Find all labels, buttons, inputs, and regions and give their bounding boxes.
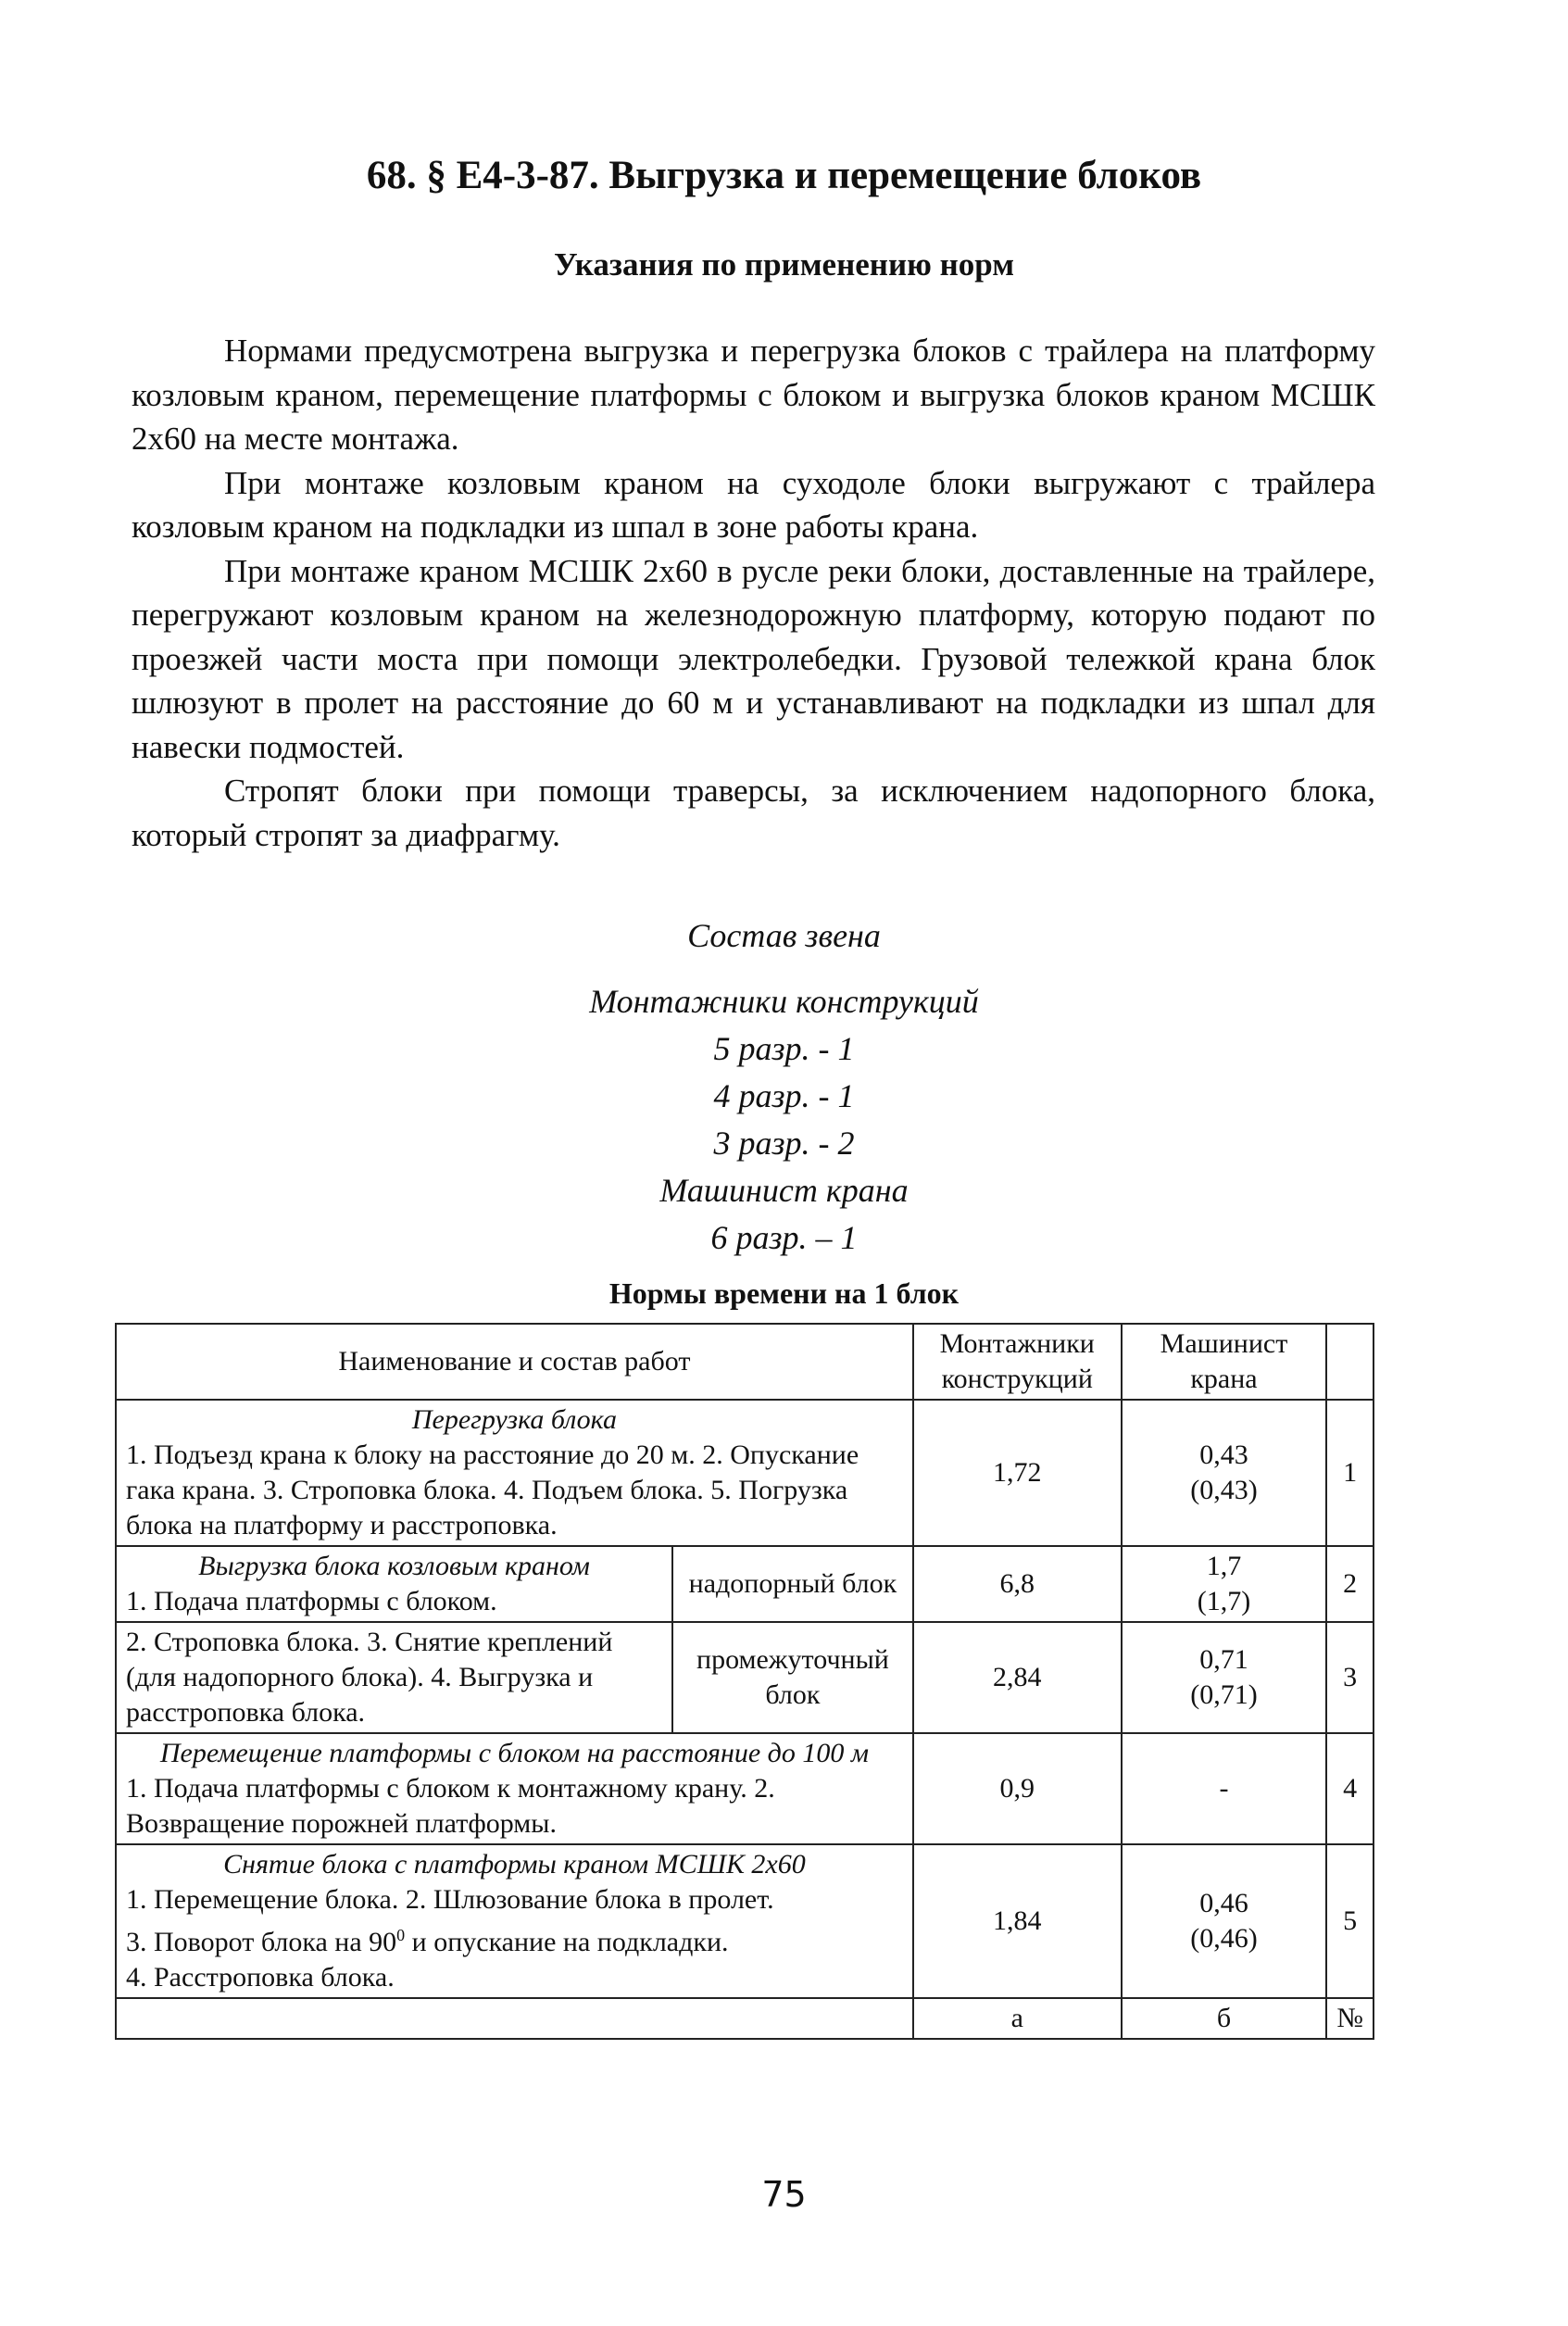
row-number: 1	[1326, 1400, 1374, 1546]
table-row	[116, 1733, 1374, 1844]
row-heading: Перемещение платформы с блоком на расстояние до 100 м	[159, 1738, 869, 1768]
section-subtitle: Указания по применению норм	[553, 246, 1015, 283]
row-text	[126, 1917, 903, 1960]
row-work-description: 2. Строповка блока. 3. Снятие креплений (для надопорного блока). 4. Выгрузка и расстроповка блока.	[116, 1622, 672, 1733]
row-number: 3	[1326, 1622, 1374, 1733]
fitters-value: 1,84	[913, 1844, 1122, 1998]
operator-value	[1122, 1400, 1327, 1546]
fitters-value: 1,72	[913, 1400, 1122, 1546]
page-number: 75	[761, 2174, 807, 2215]
crew-composition	[0, 912, 1568, 1262]
row-work-description	[116, 1733, 913, 1844]
table-row	[116, 1546, 1374, 1622]
row-variant: надопорный блок	[672, 1546, 913, 1622]
row-text-part: 3. Поворот блока на 90	[126, 1927, 397, 1957]
row-heading: Перегрузка блока	[411, 1404, 617, 1435]
operator-main: 1,7	[1206, 1551, 1242, 1581]
operator-alt: (1,7)	[1197, 1586, 1251, 1616]
operator-value	[1122, 1546, 1327, 1622]
crew-rank: 3 разр. - 2	[713, 1125, 855, 1162]
paragraph: Нормами предусмотрена выгрузка и перегрузка блоков с трайлера на платформу козловым краном, перемещение платформы с блоком и выгрузка блоков краном МСШК 2х60 на месте монтажа.	[132, 333, 1375, 457]
crew-group-fitters: Монтажники конструкций	[589, 983, 979, 1020]
operator-main: 0,46	[1199, 1888, 1248, 1918]
fitters-value: 0,9	[913, 1733, 1122, 1844]
table-caption: Нормы времени на 1 блок	[608, 1276, 960, 1310]
row-variant: промежуточный блок	[672, 1622, 913, 1733]
operator-alt: (0,46)	[1190, 1923, 1258, 1954]
norms-table	[115, 1323, 1374, 2040]
crew-rank: 6 разр. – 1	[710, 1219, 858, 1256]
footer-empty	[116, 1998, 913, 2039]
header-fitters: Монтажники конструкций	[913, 1324, 1122, 1400]
row-number: 4	[1326, 1733, 1374, 1844]
fitters-value: 2,84	[913, 1622, 1122, 1733]
paragraph: Стропят блоки при помощи траверсы, за исключением надопорного блока, который стропят за диафрагму.	[132, 773, 1375, 853]
operator-alt: (0,43)	[1190, 1475, 1258, 1505]
crew-rank: 5 разр. - 1	[713, 1030, 855, 1067]
operator-main: 0,71	[1199, 1644, 1248, 1675]
row-text: 4. Расстроповка блока.	[126, 1962, 395, 1993]
row-number: 2	[1326, 1546, 1374, 1622]
section-title: 68. § Е4-3-87. Выгрузка и перемещение блоков	[366, 154, 1202, 197]
row-text: 1. Подъезд крана к блоку на расстояние до 20 м. 2. Опускание гака крана. 3. Строповка блока. 4. Подъем блока. 5. Погрузка блока на платформу и расстроповка.	[126, 1440, 859, 1540]
row-text-part: и опускание на подкладки.	[405, 1927, 729, 1957]
paragraph: При монтаже краном МСШК 2х60 в русле реки блоки, доставленные на трайлере, перегружают козловым краном на железнодорожную платформу, которую подают по проезжей части моста при помощи электролебедки. Грузовой тележкой крана блок шлюзуют в пролет на расстояние до 60 м и устанавливают на подкладки из шпал для навески подмостей.	[132, 552, 1375, 765]
footer-col-a: а	[913, 1998, 1122, 2039]
header-number	[1326, 1324, 1374, 1400]
operator-value	[1122, 1844, 1327, 1998]
table-row	[116, 1622, 1374, 1733]
row-heading: Выгрузка блока козловым краном	[198, 1551, 590, 1581]
operator-alt: (0,71)	[1190, 1679, 1258, 1710]
table-footer-row	[116, 1998, 1374, 2039]
instructions-text	[132, 329, 1375, 857]
row-number: 5	[1326, 1844, 1374, 1998]
header-operator: Машинист крана	[1122, 1324, 1327, 1400]
row-text: 1. Подача платформы с блоком к монтажному крану. 2. Возвращение порожней платформы.	[126, 1773, 775, 1839]
operator-value: -	[1122, 1733, 1327, 1844]
row-work-description	[116, 1400, 913, 1546]
operator-value	[1122, 1622, 1327, 1733]
row-text: 1. Подача платформы с блоком.	[126, 1586, 497, 1616]
table-row	[116, 1844, 1374, 1998]
paragraph: При монтаже козловым краном на суходоле блоки выгружают с трайлера козловым краном на подкладки из шпал в зоне работы крана.	[132, 464, 1375, 545]
row-text: 1. Перемещение блока. 2. Шлюзование блока в пролет.	[126, 1884, 774, 1915]
footer-col-b: б	[1122, 1998, 1327, 2039]
fitters-value: 6,8	[913, 1546, 1122, 1622]
table-row	[116, 1400, 1374, 1546]
operator-main: 0,43	[1199, 1440, 1248, 1470]
crew-rank: 4 разр. - 1	[713, 1077, 855, 1114]
table-header-row	[116, 1324, 1374, 1400]
crew-group-operator: Машинист крана	[659, 1172, 909, 1209]
crew-heading: Состав звена	[687, 917, 881, 954]
degree-mark: 0	[396, 1926, 406, 1944]
row-work-description	[116, 1546, 672, 1622]
row-heading: Снятие блока с платформы краном МСШК 2х60	[223, 1849, 806, 1880]
header-work: Наименование и состав работ	[116, 1324, 913, 1400]
footer-col-num: №	[1326, 1998, 1374, 2039]
row-work-description	[116, 1844, 913, 1998]
